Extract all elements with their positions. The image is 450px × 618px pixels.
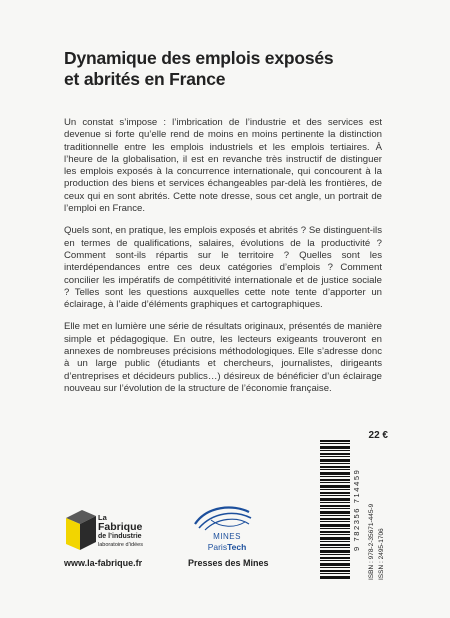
isbn-block	[368, 440, 392, 580]
fabrique-line-3: de l’industrie	[98, 533, 142, 540]
barcode-digits	[352, 440, 364, 580]
fabrique-line-1: La	[98, 513, 107, 522]
fabrique-line-2: Fabrique	[98, 521, 143, 533]
issn-text: ISSN : 2495-1706	[378, 528, 385, 580]
barcode-bars	[320, 440, 350, 580]
back-cover-text	[64, 117, 382, 405]
title-line-2: et abrités en France	[64, 69, 226, 89]
paragraph-2: Quels sont, en pratique, les emplois exposés et abrités ? Se distinguent-ils en termes de qualifications, salaires, évolutions de la productivité ? Comment sont-ils répartis sur le territoire ? Quelles sont les interdépendances entre ces deux catégories d’emplois ? Comment concilier les impératifs de compétitivité internationale et de justice sociale ? Telles sont les questions auxquelles cette note tente d’apporter un éclairage, à l’aide d’éléments graphiques et cartographiques.	[64, 225, 382, 311]
mines-line-2b: Tech	[227, 542, 247, 552]
title-line-1: Dynamique des emplois exposés	[64, 48, 334, 68]
paragraph-1: Un constat s’impose : l’imbrication de l’industrie et des services est devenue si forte qu’elle rend de moins en moins pertinente la distinction traditionnelle entre les emplois industriels et les emplois tertiaires. À l’heure de la globalisation, il est en revanche très instructif de distinguer les emplois exposés à la concurrence internationale, qui concourent à la production des biens et services échangeables par-delà les frontières, de ceux qui en sont abrités. Cette note dresse, sous cet angle, un portrait de l’emploi en France.	[64, 117, 382, 215]
paragraph-3: Elle met en lumière une série de résultats originaux, présentés de manière simple et pédagogique. En outre, les lecteurs exigeants trouveront en annexes de nombreuses précisions méthodologiques. Elle s’adresse donc à un large public (étudiants et chercheurs, journalistes, dirigeants d’entreprises et décideurs publics…) désireux de bénéficier d’un éclairage nouveau sur l’évolution de la structure de l’économie française.	[64, 321, 382, 394]
mines-swirl-icon	[187, 502, 259, 534]
price: 22 €	[368, 430, 388, 441]
fabrique-cube-icon	[64, 508, 98, 552]
fabrique-url: www.la-fabrique.fr	[64, 558, 143, 568]
mines-line-1: MINES	[213, 532, 241, 541]
la-fabrique-logo	[64, 506, 143, 554]
mines-paristech-logo	[187, 502, 259, 558]
mines-line-2a: Paris	[207, 542, 228, 552]
mines-line-2	[197, 542, 257, 552]
fabrique-label	[98, 514, 158, 549]
presses-des-mines: Presses des Mines	[188, 558, 269, 568]
fabrique-line-4: laboratoire d’idées	[98, 542, 143, 548]
book-title	[64, 48, 394, 90]
barcode-digits-text: 9 782356 714459	[352, 468, 361, 552]
isbn-text: ISBN : 978-2-35671-445-9	[368, 503, 375, 580]
barcode-block	[312, 440, 392, 590]
